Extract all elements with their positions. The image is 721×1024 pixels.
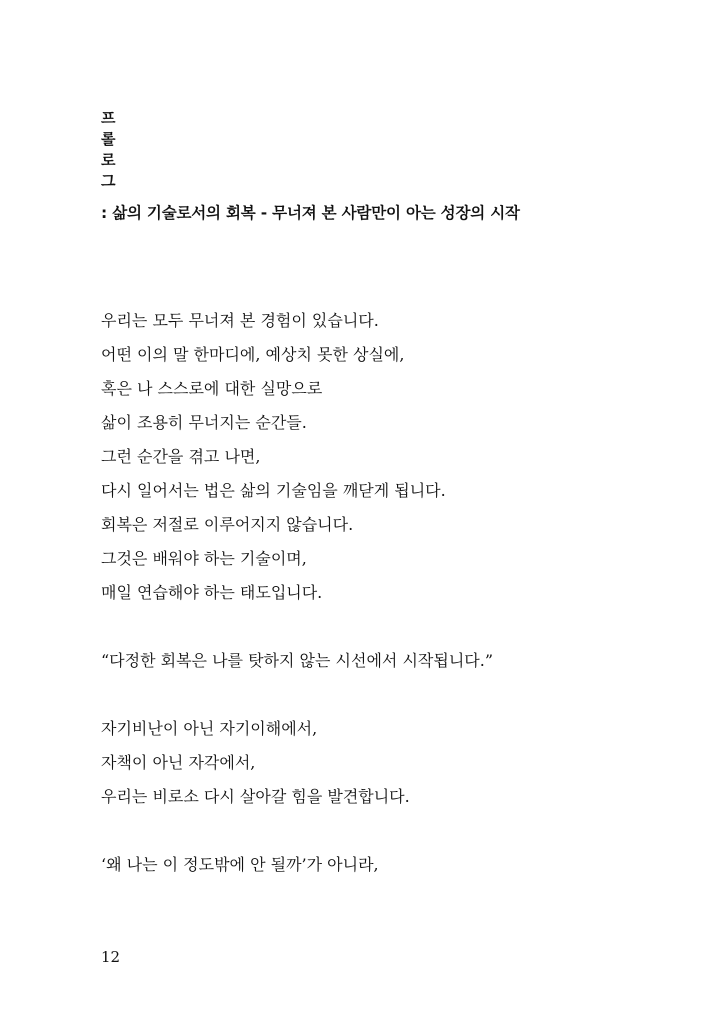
- paragraph-gap: [101, 814, 661, 848]
- body-text: [101, 304, 661, 882]
- title-char: 프: [101, 109, 116, 127]
- text-line: 그것은 배워야 하는 기술이며,: [101, 549, 307, 568]
- text-line: 우리는 비로소 다시 살아갈 힘을 발견합니다.: [101, 787, 410, 806]
- paragraph: [101, 848, 661, 882]
- chapter-subtitle: : 삶의 기술로서의 회복 - 무너져 본 사람만이 아는 성장의 시작: [101, 204, 520, 222]
- text-line: ‘왜 나는 이 정도밖에 안 될까’가 아니라,: [101, 855, 379, 874]
- title-char: 롤: [101, 130, 116, 148]
- text-line: 회복은 저절로 이루어지지 않습니다.: [101, 515, 354, 534]
- quote-paragraph: [101, 644, 661, 678]
- text-line: 매일 연습해야 하는 태도입니다.: [101, 583, 323, 602]
- text-line: 그런 순간을 겪고 나면,: [101, 447, 261, 466]
- page-number: 12: [101, 948, 121, 966]
- paragraph-gap: [101, 610, 661, 644]
- text-line: 어떤 이의 말 한마디에, 예상치 못한 상실에,: [101, 345, 405, 364]
- text-line: 다시 일어서는 법은 삶의 기술임을 깨닫게 됩니다.: [101, 481, 446, 500]
- title-char: 그: [101, 172, 116, 190]
- paragraph: [101, 304, 661, 610]
- quote-line: “다정한 회복은 나를 탓하지 않는 시선에서 시작됩니다.”: [101, 651, 493, 670]
- paragraph: [101, 712, 661, 814]
- text-line: 자책이 아닌 자각에서,: [101, 753, 256, 772]
- title-char: 로: [101, 151, 116, 169]
- text-line: 자기비난이 아닌 자기이해에서,: [101, 719, 318, 738]
- text-line: 혹은 나 스스로에 대한 실망으로: [101, 379, 323, 398]
- chapter-title-vertical: [101, 108, 125, 192]
- text-line: 우리는 모두 무너져 본 경험이 있습니다.: [101, 311, 379, 330]
- paragraph-gap: [101, 678, 661, 712]
- text-line: 삶이 조용히 무너지는 순간들.: [101, 413, 307, 432]
